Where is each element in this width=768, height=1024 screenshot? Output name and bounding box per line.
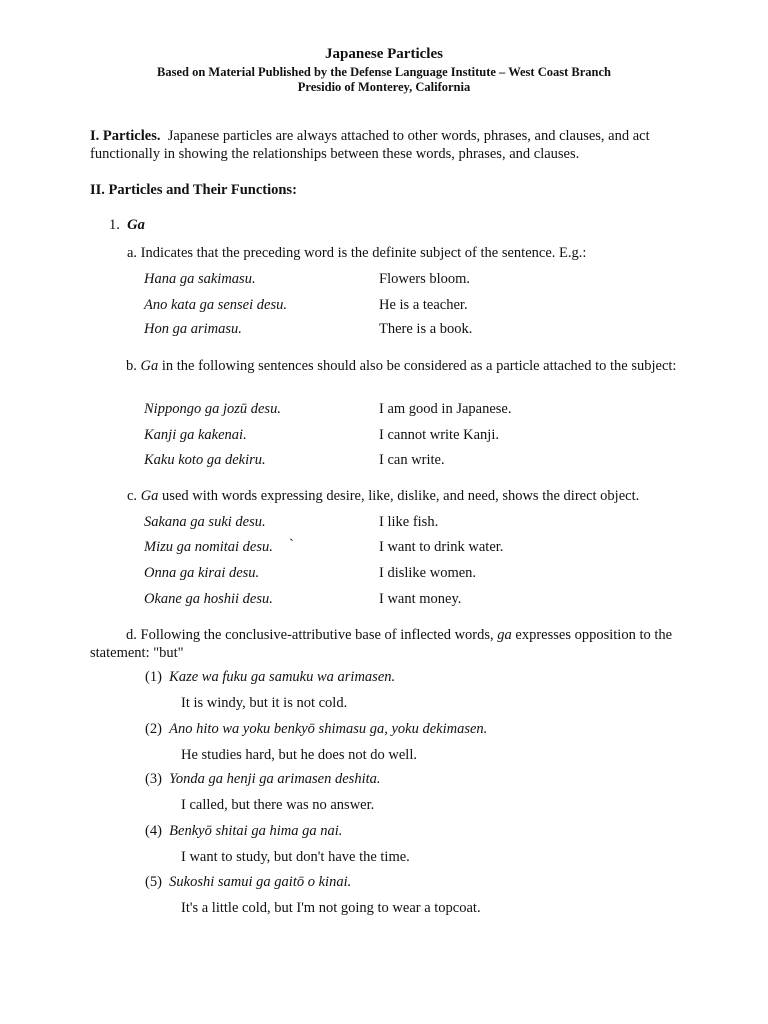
example-en: I like fish. xyxy=(379,514,439,530)
example-jp: Kaku koto ga dekiru. xyxy=(144,452,266,468)
example-jp: Mizu ga nomitai desu. xyxy=(144,539,273,555)
part-d-text2: expresses opposition to the statement: "but" xyxy=(90,627,673,661)
example-jp: Kaze wa fuku ga samuku wa arimasen. xyxy=(169,669,396,685)
part-a-text: a. Indicates that the preceding word is the definite subject of the sentence. E.g.: xyxy=(127,245,587,261)
example-number: (1) xyxy=(145,669,162,685)
numbered-example xyxy=(145,874,351,891)
example-en: I want to drink water. xyxy=(379,539,504,555)
section-functions-heading: II. Particles and Their Functions: xyxy=(90,182,297,198)
numbered-example xyxy=(145,823,342,840)
example-en: I cannot write Kanji. xyxy=(379,427,499,443)
example-jp: Yonda ga henji ga arimasen deshita. xyxy=(169,771,381,787)
part-b-paragraph xyxy=(90,357,690,375)
part-c-paragraph xyxy=(127,488,639,505)
example-jp: Hana ga sakimasu. xyxy=(144,271,256,287)
example-jp: Kanji ga kakenai. xyxy=(144,427,247,443)
document-subtitle-source: Based on Material Published by the Defense Language Institute – West Coast Branch xyxy=(157,65,611,79)
part-d-text1: d. Following the conclusive-attributive base of inflected words, xyxy=(126,627,498,643)
example-en: He studies hard, but he does not do well. xyxy=(181,747,417,763)
document-subtitle-location: Presidio of Monterey, California xyxy=(297,80,471,94)
part-d-paragraph xyxy=(90,626,690,662)
example-en: I can write. xyxy=(379,452,445,468)
numbered-example xyxy=(145,721,487,738)
example-jp: Benkyō shitai ga hima ga nai. xyxy=(169,823,343,839)
section-particles-text: Japanese particles are always attached to other words, phrases, and clauses, and act functionally in showing the relationships between these words, phrases, and clauses. xyxy=(90,128,650,162)
part-d-ga: ga xyxy=(497,627,512,643)
example-jp: Ano kata ga sensei desu. xyxy=(144,297,287,313)
example-en: It is windy, but it is not cold. xyxy=(181,695,348,711)
section-particles-paragraph xyxy=(90,127,700,163)
item-ga-heading xyxy=(109,217,145,234)
example-en: I am good in Japanese. xyxy=(379,401,512,417)
part-b-ga: Ga xyxy=(140,358,159,374)
part-c-ga: Ga xyxy=(140,488,159,504)
example-en: There is a book. xyxy=(379,321,473,337)
example-jp: Onna ga kirai desu. xyxy=(144,565,260,581)
example-en: He is a teacher. xyxy=(379,297,468,313)
part-b-prefix: b. xyxy=(126,358,141,374)
example-jp: Ano hito wa yoku benkyō shimasu ga, yoku dekimasen. xyxy=(169,721,488,737)
example-jp: Sakana ga suki desu. xyxy=(144,514,266,530)
part-c-prefix: c. xyxy=(127,488,141,504)
stray-mark: ` xyxy=(289,537,294,553)
example-en: I dislike women. xyxy=(379,565,477,581)
example-number: (2) xyxy=(145,721,162,737)
example-jp: Okane ga hoshii desu. xyxy=(144,591,273,607)
example-en: It's a little cold, but I'm not going to wear a topcoat. xyxy=(181,900,481,916)
part-c-text: used with words expressing desire, like, dislike, and need, shows the direct object. xyxy=(158,488,640,504)
numbered-example xyxy=(145,771,381,788)
item-number: 1. xyxy=(109,217,120,233)
example-en: Flowers bloom. xyxy=(379,271,471,287)
example-en: I want money. xyxy=(379,591,462,607)
item-label: Ga xyxy=(127,217,145,233)
example-number: (4) xyxy=(145,823,162,839)
document-title: Japanese Particles xyxy=(325,46,443,62)
numbered-example xyxy=(145,669,395,686)
example-jp: Hon ga arimasu. xyxy=(144,321,242,337)
example-number: (5) xyxy=(145,874,162,890)
example-number: (3) xyxy=(145,771,162,787)
example-en: I called, but there was no answer. xyxy=(181,797,375,813)
example-jp: Sukoshi samui ga gaitō o kinai. xyxy=(169,874,352,890)
section-particles-heading: I. Particles. xyxy=(90,128,161,144)
example-jp: Nippongo ga jozū desu. xyxy=(144,401,281,417)
example-en: I want to study, but don't have the time. xyxy=(181,849,410,865)
part-b-text: in the following sentences should also be considered as a particle attached to the subject: xyxy=(158,358,677,374)
